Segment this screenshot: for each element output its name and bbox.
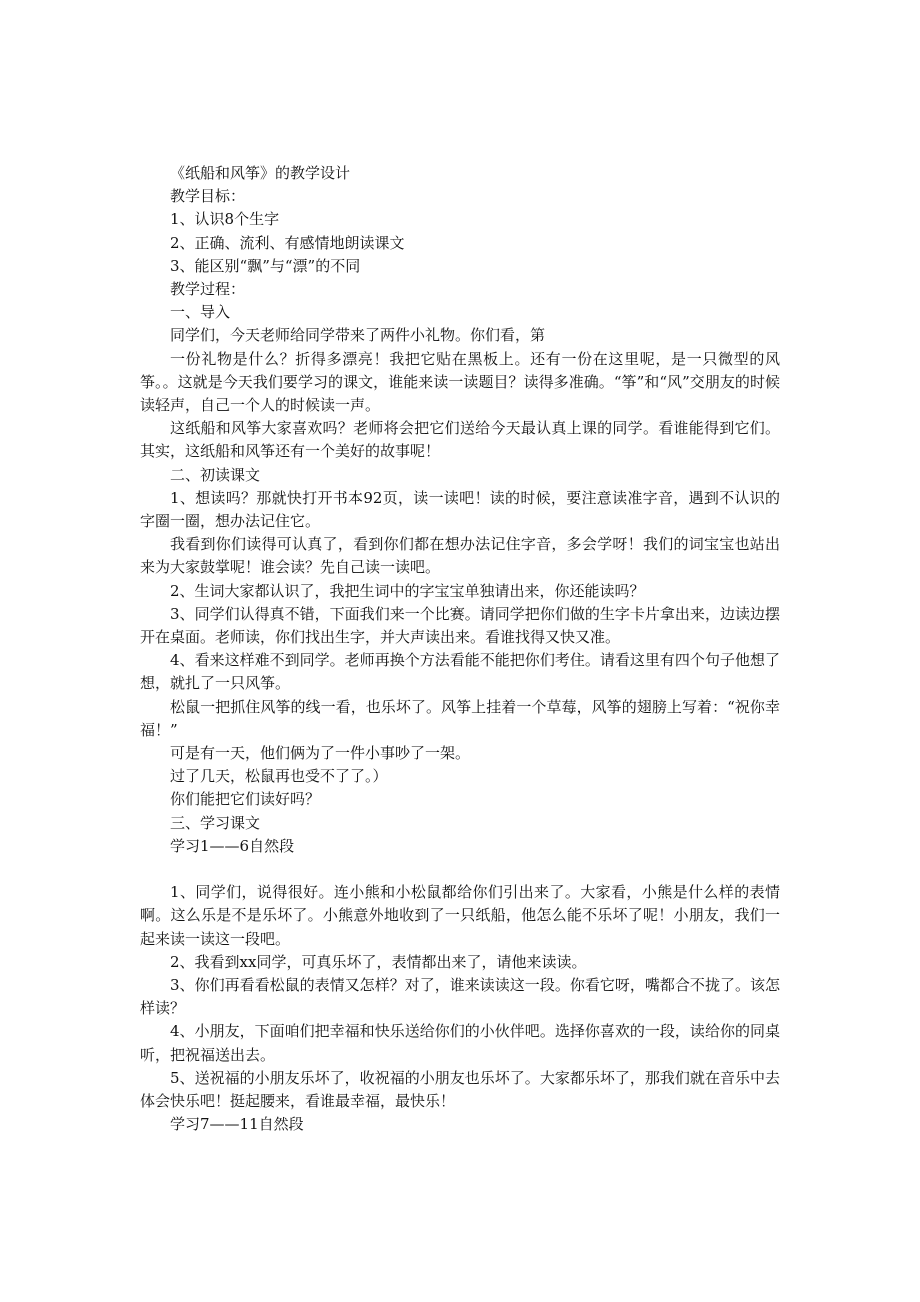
paragraph: 学习7——11自然段 [170,1115,304,1134]
paragraph: 4、看来这样难不到同学。老师再换个方法看能不能把你们考住。请看这里有四个句子他想了想，就扎了一只风筝。 [140,651,780,693]
paragraph: 我看到你们读得可认真了，看到你们都在想办法记住字音，多会学呀！我们的词宝宝也站出来为大家鼓掌呢！谁会读？先自己读一读吧。 [140,535,780,577]
paragraph: 教学目标： [170,187,246,206]
paragraph: 2、生词大家都认识了，我把生词中的字宝宝单独请出来，你还能读吗？ [170,581,645,600]
paragraph: 学习1——6自然段 [170,836,295,855]
blank-line [140,858,780,881]
paragraph: 2、我看到xx同学，可真乐坏了，表情都出来了，请他来读读。 [170,952,587,971]
paragraph: 《纸船和风筝》的教学设计 [170,164,351,182]
paragraph: 1、认识8个生字 [170,210,280,229]
paragraph: 可是有一天，他们俩为了一件小事吵了一架。 [170,744,471,763]
paragraph: 一、导入 [170,303,231,322]
paragraph: 3、你们再看看松鼠的表情又怎样？对了，谁来读读这一段。你看它呀，嘴都合不拢了。该怎样读？ [140,975,780,1018]
paragraph: 松鼠一把抓住风筝的线一看，也乐坏了。风筝上挂着一个草莓，风筝的翅膀上写着：“祝你幸福！” [140,697,780,739]
paragraph: 5、送祝福的小朋友乐坏了，收祝福的小朋友也乐坏了。大家都乐坏了，那我们就在音乐中去体会快乐吧！挺起腰来，看谁最幸福，最快乐！ [140,1068,780,1110]
paragraph: 二、初读课文 [170,465,261,484]
paragraph: 1、想读吗？那就快打开书本92页，读一读吧！读的时候，要注意读准字音，遇到不认识的字圈一圈，想办法记住它。 [140,488,780,531]
paragraph: 2、正确、流利、有感情地朗读课文 [170,233,405,252]
paragraph: 3、同学们认得真不错，下面我们来一个比赛。请同学把你们做的生字卡片拿出来，边读边摆开在桌面。老师读，你们找出生字，并大声读出来。看谁找得又快又准。 [140,604,780,647]
paragraph: 4、小朋友，下面咱们把幸福和快乐送给你们的小伙伴吧。选择你喜欢的一段，读给你的同桌听，把祝福送出去。 [140,1022,780,1064]
paragraph: 教学过程： [170,280,246,299]
paragraph: 一份礼物是什么？折得多漂亮！我把它贴在黑板上。还有一份在这里呢，是一只微型的风筝。。这就是今天我们要学习的课文，谁能来读一读题目？读得多准确。“筝”和“风”交朋友的时候读轻声，自己一个人的时候读一声。 [140,349,780,415]
paragraph: 三、学习课文 [170,813,261,832]
paragraph: 1、同学们，说得很好。连小熊和小松鼠都给你们引出来了。大家看，小熊是什么样的表情啊。这么乐是不是乐坏了。小熊意外地收到了一只纸船，他怎么能不乐坏了呢！小朋友，我们一起来读一读这一段吧。 [140,883,780,948]
paragraph: 同学们，今天老师给同学带来了两件小礼物。你们看，第 [170,326,546,345]
paragraph: 3、能区别“飘”与“漂”的不同 [170,256,361,275]
document-body [140,162,780,1136]
paragraph: 这纸船和风筝大家喜欢吗？老师将会把它们送给今天最认真上课的同学。看谁能得到它们。其实，这纸船和风筝还有一个美好的故事呢！ [140,419,780,461]
paragraph: 过了几天，松鼠再也受不了了。） [170,767,388,786]
paragraph: 你们能把它们读好吗？ [170,790,321,809]
